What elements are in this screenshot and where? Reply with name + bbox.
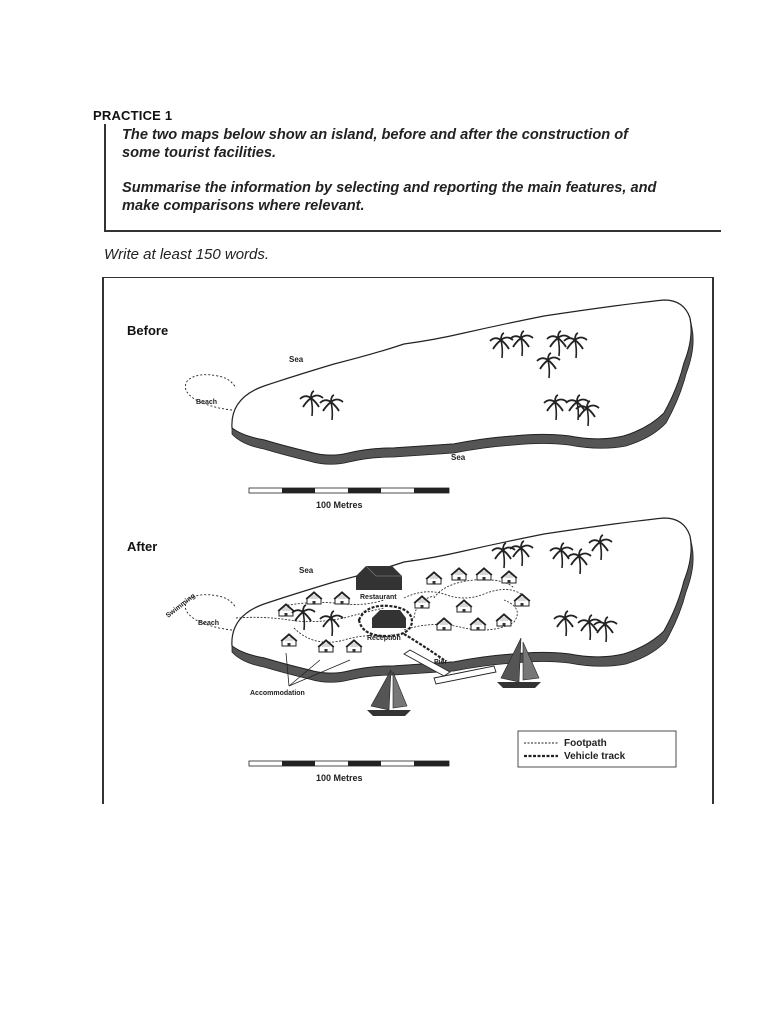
maps-figure [102, 277, 714, 804]
after-sea-top-label: Sea [299, 566, 314, 575]
task-line-3: Summarise the information by selecting and reporting the main features, and [122, 180, 657, 196]
word-count-instruction: Write at least 150 words. [104, 246, 270, 263]
task-line-4: make comparisons where relevant. [122, 198, 365, 214]
legend-footpath-label: Footpath [564, 738, 607, 749]
after-scale-bar [249, 761, 449, 766]
before-map-title: Before [127, 323, 169, 338]
swimming-label: Swimming [164, 592, 197, 620]
reception-label: Reception [367, 635, 401, 642]
restaurant-label: Restaurant [360, 594, 397, 601]
before-beach-label: Beach [196, 399, 218, 406]
before-scale-bar [249, 488, 449, 493]
before-sea-top-label: Sea [289, 355, 304, 364]
pier-label: Pier [434, 659, 448, 666]
task-line-2: some tourist facilities. [122, 145, 277, 161]
after-scale-label: 100 Metres [316, 773, 363, 783]
after-island-outline [232, 518, 691, 673]
task-line-1: The two maps below show an island, before and after the construction of [122, 127, 628, 143]
before-scale-label: 100 Metres [316, 500, 363, 510]
after-beach-label: Beach [198, 620, 220, 627]
accommodation-label: Accommodation [250, 690, 305, 697]
sailboat-icon [367, 670, 411, 716]
restaurant-building [356, 566, 402, 590]
practice-heading: PRACTICE 1 [93, 108, 173, 123]
legend-vehicle-track-label: Vehicle track [564, 751, 626, 762]
before-island-outline [232, 300, 691, 455]
before-sea-bottom-label: Sea [451, 453, 466, 462]
after-map-title: After [127, 539, 158, 554]
map-legend [518, 731, 676, 767]
task-prompt-box [104, 124, 721, 232]
maps-svg [104, 278, 712, 804]
